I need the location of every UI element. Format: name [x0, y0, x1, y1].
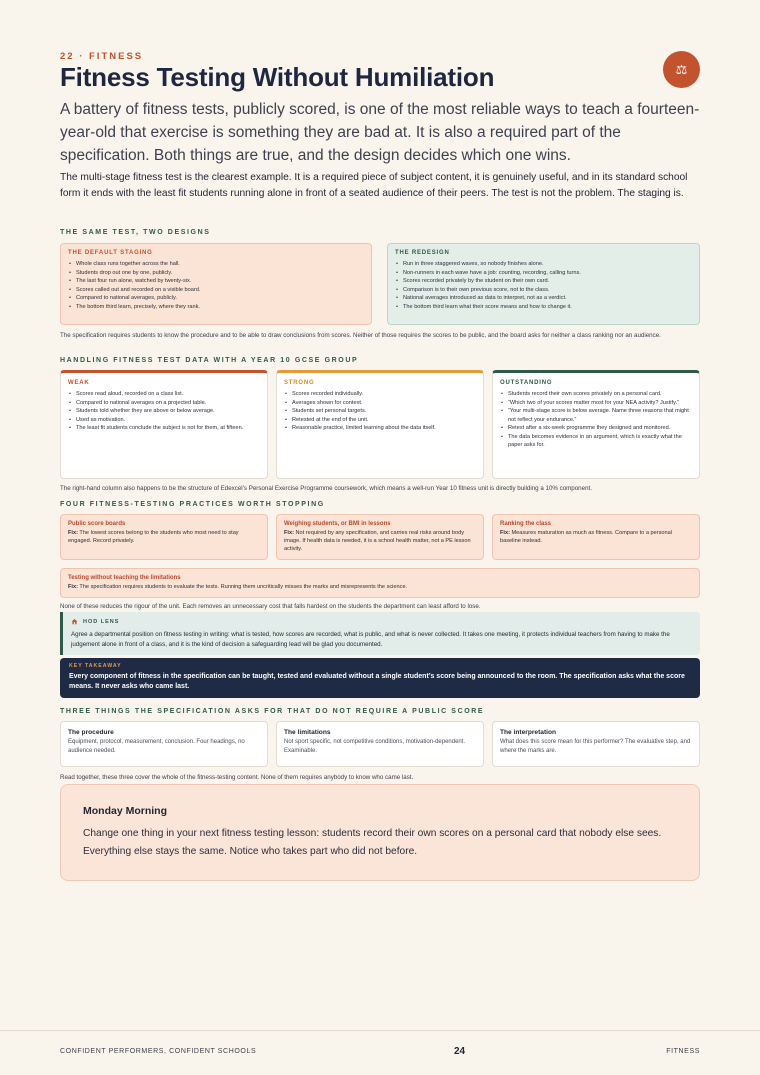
practice-card-wide [60, 568, 700, 598]
practice-fix [68, 529, 260, 545]
section-heading-year10: HANDLING FITNESS TEST DATA WITH A YEAR 10 GCSE GROUP [60, 357, 359, 364]
list-item: • Compared to national averages, publicly. [76, 294, 364, 303]
practice-card [276, 514, 484, 560]
redesign-box [387, 243, 700, 325]
scales-icon: ⚖ [663, 51, 700, 88]
redesign-list [395, 260, 692, 311]
spec-card [60, 721, 268, 767]
practice-fix [284, 529, 476, 553]
spec-card [276, 721, 484, 767]
page-number: 24 [454, 1046, 466, 1057]
list-item: • Students record their own scores privately on a personal card. [508, 390, 692, 399]
house-icon [71, 618, 78, 625]
lede-paragraph: A battery of fitness tests, publicly scored, is one of the most reliable ways to teach a fourteen-year-old that exercise is something they are bad at. It is also a required part of the specification. Both things are true, and the design decides which one wins. [60, 101, 700, 164]
list-item: • Whole class runs together across the hall. [76, 260, 364, 269]
fix-label: Fix: [500, 530, 510, 536]
hod-lens-heading-row [71, 618, 692, 625]
list-item: • Scores called out and recorded on a visible board. [76, 286, 364, 295]
section-heading-same-test: THE SAME TEST, TWO DESIGNS [60, 229, 211, 236]
list-item: • “Your multi-stage score is below average. Name three reasons that might not reflect your endurance.” [508, 407, 692, 424]
outstanding-heading: OUTSTANDING [500, 380, 553, 386]
practice-fix [68, 583, 692, 591]
spec-card-title: The interpretation [500, 729, 557, 736]
monday-morning-heading: Monday Morning [83, 805, 167, 817]
default-staging-box [60, 243, 372, 325]
list-item: • The last four run alone, watched by twenty-six. [76, 277, 364, 286]
list-item: • Scores recorded individually. [292, 390, 476, 399]
footer-chapter: FITNESS [666, 1048, 700, 1055]
key-takeaway-heading: KEY TAKEAWAY [69, 663, 122, 669]
list-item: • Scores recorded privately by the student on their own card. [403, 277, 692, 286]
fix-label: Fix: [68, 530, 78, 536]
list-item: • Scores read aloud, recorded on a class list. [76, 390, 260, 399]
key-takeaway-box [60, 658, 700, 698]
page-title: Fitness Testing Without Humiliation [60, 62, 495, 92]
monday-morning-text: Change one thing in your next fitness testing lesson: students record their own scores on a personal card that nobody else sees. Everything else stays the same. Notice who takes part who did not before. [83, 828, 662, 857]
spec-card-text: Equipment, protocol, measurement, conclusion. Four headings, no audience needed. [68, 739, 245, 754]
list-item: • Retested at the end of the unit. [292, 416, 476, 425]
hod-lens-box [60, 612, 700, 655]
spec-card-title: The limitations [284, 729, 331, 736]
fix-text: Not required by any specification, and carries real risks around body image. If health data is needed, it is a school health matter, not a PE lesson activity. [284, 530, 471, 552]
strong-column [276, 370, 484, 479]
outstanding-list [500, 390, 692, 450]
practice-card [492, 514, 700, 560]
list-item: • “Which two of your scores matter most for your NEA activity? Justify.” [508, 399, 692, 408]
default-staging-list [68, 260, 364, 311]
practice-fix [500, 529, 692, 545]
strong-heading: STRONG [284, 380, 315, 386]
list-item: • Students drop out one by one, publicly. [76, 269, 364, 278]
fix-text: Measures maturation as much as fitness. Compare to a personal baseline instead. [500, 530, 672, 544]
footer-book-title: CONFIDENT PERFORMERS, CONFIDENT SCHOOLS [60, 1048, 257, 1055]
list-item: • Students set personal targets. [292, 407, 476, 416]
fix-label: Fix: [284, 530, 294, 536]
list-item: • The least fit students conclude the subject is not for them, at fifteen. [76, 424, 260, 433]
list-item: • The data becomes evidence in an argument, which is exactly what the paper asks for. [508, 433, 692, 450]
hod-lens-heading: HOD LENS [83, 618, 120, 625]
fix-label: Fix: [68, 584, 78, 590]
chapter-kicker: 22 · FITNESS [60, 51, 144, 62]
list-item: • The bottom third learn, precisely, where they rank. [76, 303, 364, 312]
practice-title: Testing without teaching the limitations [68, 575, 181, 581]
list-item: • Retest after a six-week programme they designed and monitored. [508, 424, 692, 433]
spec-card-text: What does this score mean for this performer? The evaluative step, and where the marks are. [500, 739, 691, 754]
section-heading-practices: FOUR FITNESS-TESTING PRACTICES WORTH STOPPING [60, 501, 325, 508]
practice-title: Weighing students, or BMI in lessons [284, 521, 391, 527]
list-item: • National averages introduced as data to interpret, not as a verdict. [403, 294, 692, 303]
fix-text: The lowest scores belong to the students who most need to stay engaged. Record privately. [68, 530, 239, 544]
section1-note: The specification requires students to know the procedure and to be able to draw conclusions from scores. Neither of those requires the scores to be public, and the board asks for neither a class ranking nor an audience. [60, 332, 661, 339]
weak-heading: WEAK [68, 380, 90, 386]
intro-paragraph: The multi-stage fitness test is the clearest example. It is a required piece of subject content, it is genuinely useful, and in its standard school form it ends with the least fit students running alone in front of a seated audience of their peers. The test is not the problem. The staging is. [60, 172, 688, 199]
spec-card [492, 721, 700, 767]
list-item: • The bottom third learn what their score means and how to change it. [403, 303, 692, 312]
footer-divider [0, 1030, 760, 1031]
section3-note: None of these reduces the rigour of the unit. Each removes an unnecessary cost that falls hardest on the students the department can least afford to lose. [60, 603, 481, 610]
section2-note: The right-hand column also happens to be the structure of Edexcel’s Personal Exercise Programme coursework, which means a well-run Year 10 fitness unit is directly building a 10% component. [60, 485, 592, 492]
list-item: • Averages shown for context. [292, 399, 476, 408]
list-item: • Non-runners in each wave have a job: counting, recording, calling turns. [403, 269, 692, 278]
outstanding-column [492, 370, 700, 479]
spec-card-text: Not sport specific, not competitive conditions, motivation-dependent. Examinable. [284, 739, 466, 754]
default-staging-heading: THE DEFAULT STAGING [68, 250, 153, 256]
key-takeaway-text: Every component of fitness in the specification can be taught, tested and evaluated without a single student’s score being announced to the room. The specification asks what the score means. It never asks who came last. [69, 673, 685, 690]
weak-list [68, 390, 260, 433]
list-item: • Run in three staggered waves, so nobody finishes alone. [403, 260, 692, 269]
practice-title: Public score boards [68, 521, 126, 527]
practice-card [60, 514, 268, 560]
list-item: • Used as motivation. [76, 416, 260, 425]
list-item: • Comparison is to their own previous score, not to the class. [403, 286, 692, 295]
list-item: • Compared to national averages on a projected table. [76, 399, 260, 408]
redesign-heading: THE REDESIGN [395, 250, 450, 256]
section-heading-spec-asks: THREE THINGS THE SPECIFICATION ASKS FOR THAT DO NOT REQUIRE A PUBLIC SCORE [60, 708, 485, 715]
section4-note: Read together, these three cover the whole of the fitness-testing content. None of them requires anybody to know who came last. [60, 774, 414, 781]
list-item: • Students told whether they are above or below average. [76, 407, 260, 416]
strong-list [284, 390, 476, 433]
spec-card-title: The procedure [68, 729, 114, 736]
fix-text: The specification requires students to evaluate the tests. Running them uncritically misses the marks and misrepresents the science. [79, 584, 408, 590]
hod-lens-text: Agree a departmental position on fitness testing in writing: what is tested, how scores are recorded, what is public, and what is never collected. It takes one meeting, it protects individual teachers from having to make the judgement alone in front of a class, and it is the kind of decision a safeguarding lead will be glad you documented. [71, 631, 670, 648]
practice-title: Ranking the class [500, 521, 552, 527]
weak-column [60, 370, 268, 479]
monday-morning-box [60, 784, 700, 881]
list-item: • Reasonable practice, limited learning about the data itself. [292, 424, 476, 433]
